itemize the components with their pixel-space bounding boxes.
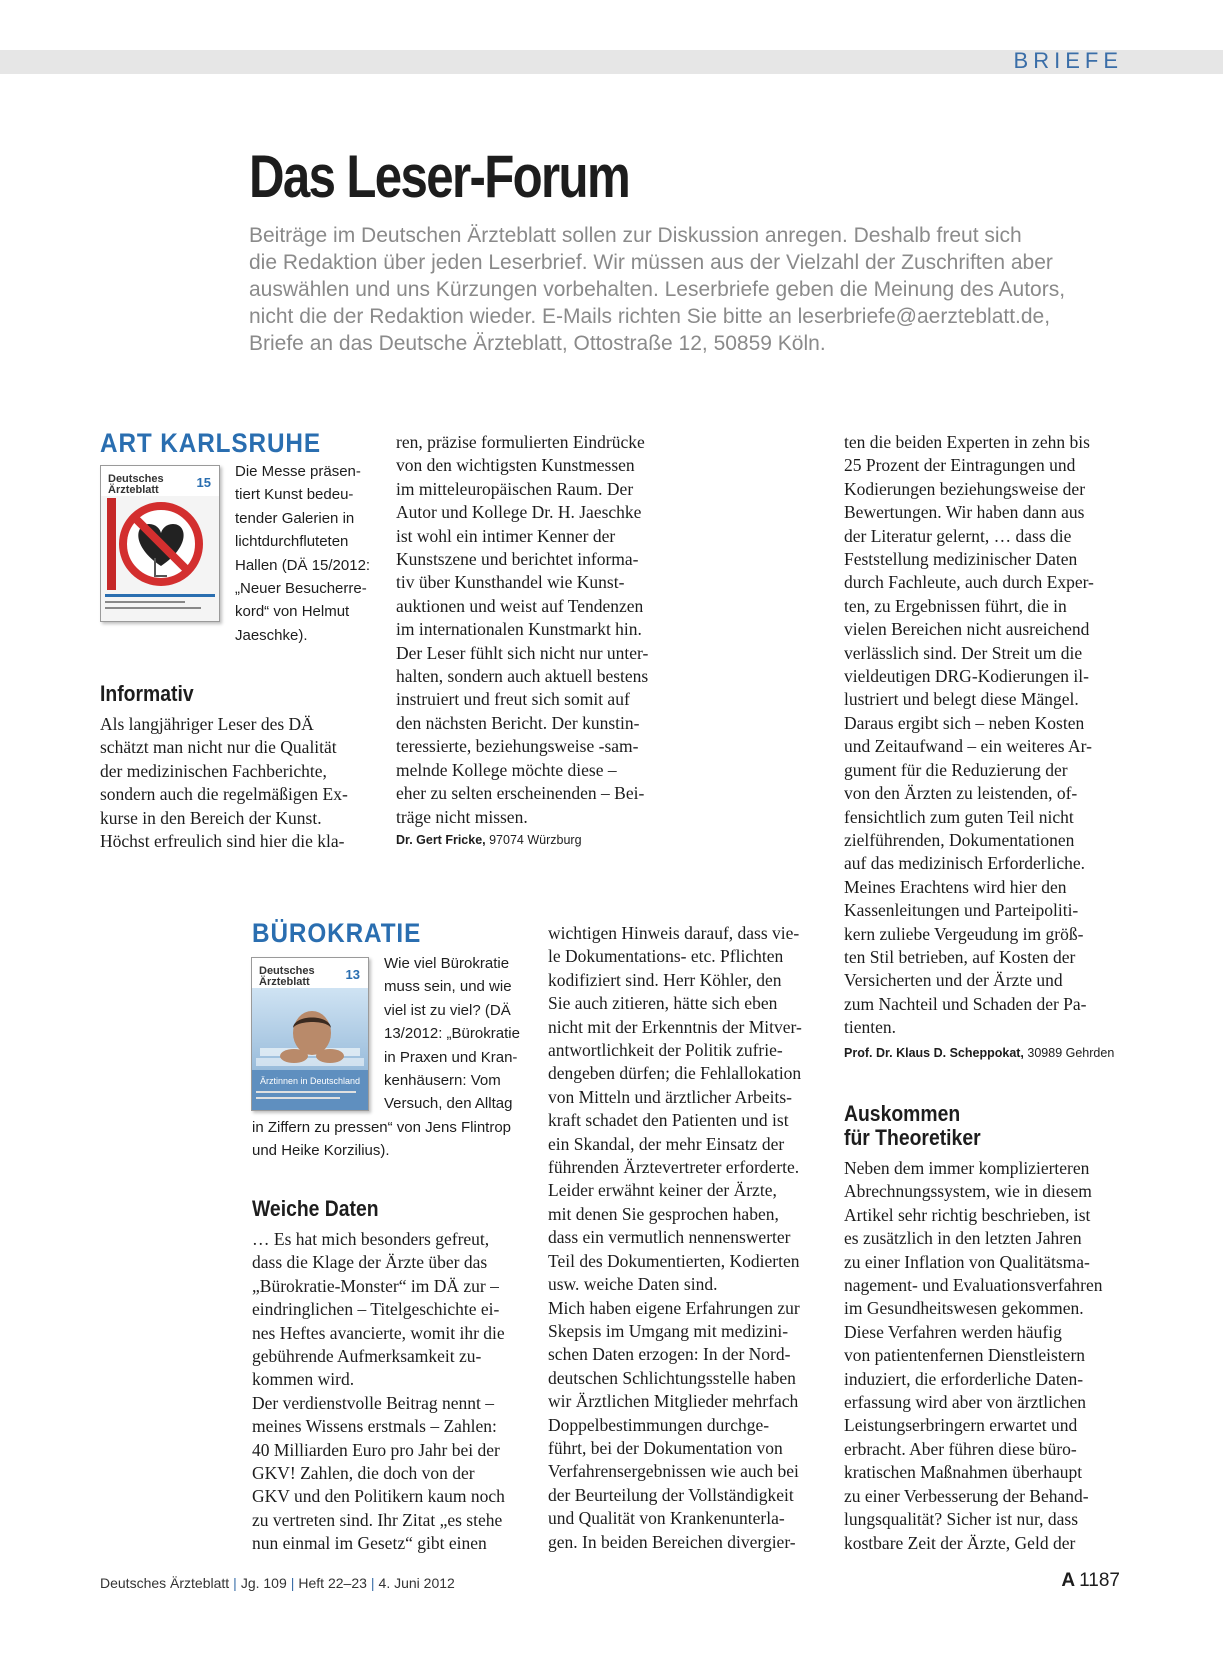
teaser-art-karlsruhe: Die Messe präsen- tiert Kunst bedeu- tender Galerien in lichtdurchfluteten Hallen (DÄ 15/2012: „Neuer Besucherre- kord“ von Helmut Jaeschke). [235,463,371,644]
cover-issue-13 [251,957,369,1111]
signature-scheppokat: Prof. Dr. Klaus D. Scheppokat, 30989 Gehrden [844,1046,1115,1060]
letter-auskommen-col3: Neben dem immer komplizierteren Abrechnungssystem, wie in diesem Artikel sehr richtig beschrieben, ist es zusätzlich in den letzten Jahren zu einer Inflation von Qualitätsma- nagement- und Evaluationsverfahren im Gesundheitswesen gekommen. Diese Verfahren werden häufig von patientenfernen Dienstleistern induziert, die erforderliche Daten- erfassung wird aber von ärztlichen Leistungserbringern erwartet und erbracht. Aber führen diese büro- kratischen Maßnahmen überhaupt zu einer Verbesserung der Behand- lungsqualität? Sicher ist nur, dass kostbare Zeit der Ärzte, Geld der [844,1158,1103,1553]
cover-brand: Deutsches Ärzteblatt [259,965,315,988]
letter-weiche-daten-col1: … Es hat mich besonders gefreut, dass die Klage der Ärzte über das „Bürokratie-Monster“ im DÄ zur – eindringlichen – Titelgeschichte ei- nes Heftes avancierte, womit ihr die gebührende Aufmerksamkeit zu- kommen wird. Der verdienstvolle Beitrag nennt – meines Wissens erstmals – Zahlen: 40 Milliarden Euro pro Jahr bei der GKV! Zahlen, die doch von der GKV und den Politikern kaum noch zu vertreten sind. Ihr Zitat „es stehe nun einmal im Gesetz“ gibt einen [252,1229,505,1554]
letter-weiche-daten-col3: ten die beiden Experten in zehn bis 25 Prozent der Eintragungen und Kodierungen beziehungsweise der Bewertungen. Wir haben dann aus der Literatur gelernt, … dass die Feststellung medizinischer Daten durch Fachleute, auch durch Exper- ten, zu Ergebnissen führt, die in vielen Bereichen nicht ausreichend verlässlich sind. Der Streit um die vieldeutigen DRG-Kodierungen il- lustriert und belegt diese Mängel. Daraus ergibt sich – neben Kosten und Zeitaufwand – ein weiteres Ar- gument für die Reduzierung der von den Ärzten zu leistenden, of- fensichtlich zum guten Teil nicht zielführenden, Dokumentationen auf das medizinisch Erforderliche. Meines Erachtens wird hier den Kassenleitungen und Parteipoliti- kern zuliebe Vergeudung im größ- ten Stil betrieben, auf Kosten der Versicherten und der Ärzte und zum Nachteil und Schaden der Pa- tienten. [844,432,1094,1038]
rubric-art-karlsruhe: ART KARLSRUHE [100,428,321,458]
intro-text [249,222,1139,357]
letter-weiche-daten-col2: wichtigen Hinweis darauf, dass vie- le Dokumentations- etc. Pflichten kodifiziert sind. Herr Köhler, den Sie auch zitieren, hätte sich eben nicht mit der Erkenntnis der Mitver- antwortlichkeit der Politik zufrie- dengeben dürfen; die Fehlallokation von Mitteln und ärztlicher Arbeits- kraft schadet den Patienten und ist ein Skandal, der mehr Einsatz der führenden Ärztevertreter erforderte. Leider erwähnt keiner der Ärzte, mit denen Sie gesprochen haben, dass ein vermutlich nennenswerter Teil des Dokumentierten, Kodierten usw. weiche Daten sind. Mich haben eigene Erfahrungen zur Skepsis im Umgang mit medizini- schen Daten erzogen: In der Nord- deutschen Schlichtungsstelle haben wir Ärztlichen Mitglieder mehrfach Doppelbestimmungen durchge- führt, bei der Dokumentation von Verfahrensergebnissen wie auch bei der Beurteilung der Vollständigkeit und Qualität von Krankenunterla- gen. In beiden Bereichen divergier- [548,923,802,1552]
page-number: A 1187 [1061,1570,1120,1591]
intro-line: auswählen und uns Kürzungen vorbehalten. Leserbriefe geben die Meinung des Autors, [249,278,1066,301]
intro-line: die Redaktion über jeden Leserbrief. Wir müssen aus der Vielzahl der Zuschriften aber [249,251,1053,274]
footer-citation: Deutsches Ärzteblatt | Jg. 109 | Heft 22–23 | 4. Juni 2012 [100,1575,455,1591]
letter-informativ-col2: ren, präzise formulierten Eindrücke von den wichtigsten Kunstmessen im mitteleuropäischen Raum. Der Autor und Kollege Dr. H. Jaeschke ist wohl ein intimer Kenner der Kunstszene und berichtet informa- tiv über Kunsthandel wie Kunst- auktionen und weist auf Tendenzen im internationalen Kunstmarkt hin. Der Leser fühlt sich nicht nur unter- halten, sondern auch aktuell bestens instruiert und freut sich somit auf den nächsten Bericht. Der kunstin- teressierte, beziehungsweise -sam- melnde Kollege möchte diese – eher zu selten erscheinenden – Bei- träge nicht missen. [396,432,649,827]
letter-heading-informativ: Informativ [100,681,194,706]
cover-art-portrait-icon [252,988,368,1110]
signature-fricke: Dr. Gert Fricke, 97074 Würzburg [396,833,582,847]
teaser-buerokratie-continued: in Ziffern zu pressen“ von Jens Flintrop und Heike Korzilius). [252,1119,512,1160]
intro-line: nicht die der Redaktion wieder. E-Mails richten Sie bitte an leserbriefe@aerzteblatt.de, [249,305,1051,328]
page-title: Das Leser-Forum [249,143,630,210]
intro-line: Briefe an das Deutsche Ärzteblatt, Ottostraße 12, 50859 Köln. [249,332,826,355]
intro-line: Beiträge im Deutschen Ärzteblatt sollen zur Diskussion anregen. Deshalb freut sich [249,224,1022,247]
section-label: BRIEFE [1013,48,1123,73]
cover-issue-number: 15 [196,475,211,490]
cover-issue-number: 13 [345,967,360,982]
letter-heading-weiche-daten: Weiche Daten [252,1196,379,1221]
cover-caption: Ärztinnen in Deutschland [259,1076,361,1086]
letter-heading-auskommen: Auskommen für Theoretiker [844,1101,981,1150]
cover-issue-15 [100,465,220,622]
rubric-buerokratie: BÜROKRATIE [252,918,422,948]
cover-art-heart-icon [101,496,219,621]
letter-informativ-col1: Als langjähriger Leser des DÄ schätzt man nicht nur die Qualität der medizinischen Fachberichte, sondern auch die regelmäßigen Ex- kurse in den Bereich der Kunst. Höchst erfreulich sind hier die kla- [100,714,348,852]
teaser-buerokratie: Wie viel Bürokratie muss sein, und wie viel ist zu viel? (DÄ 13/2012: „Bürokratie in Praxen und Kran- kenhäusern: Vom Versuch, den Alltag [384,955,520,1113]
cover-brand: Deutsches Ärzteblatt [108,473,164,496]
